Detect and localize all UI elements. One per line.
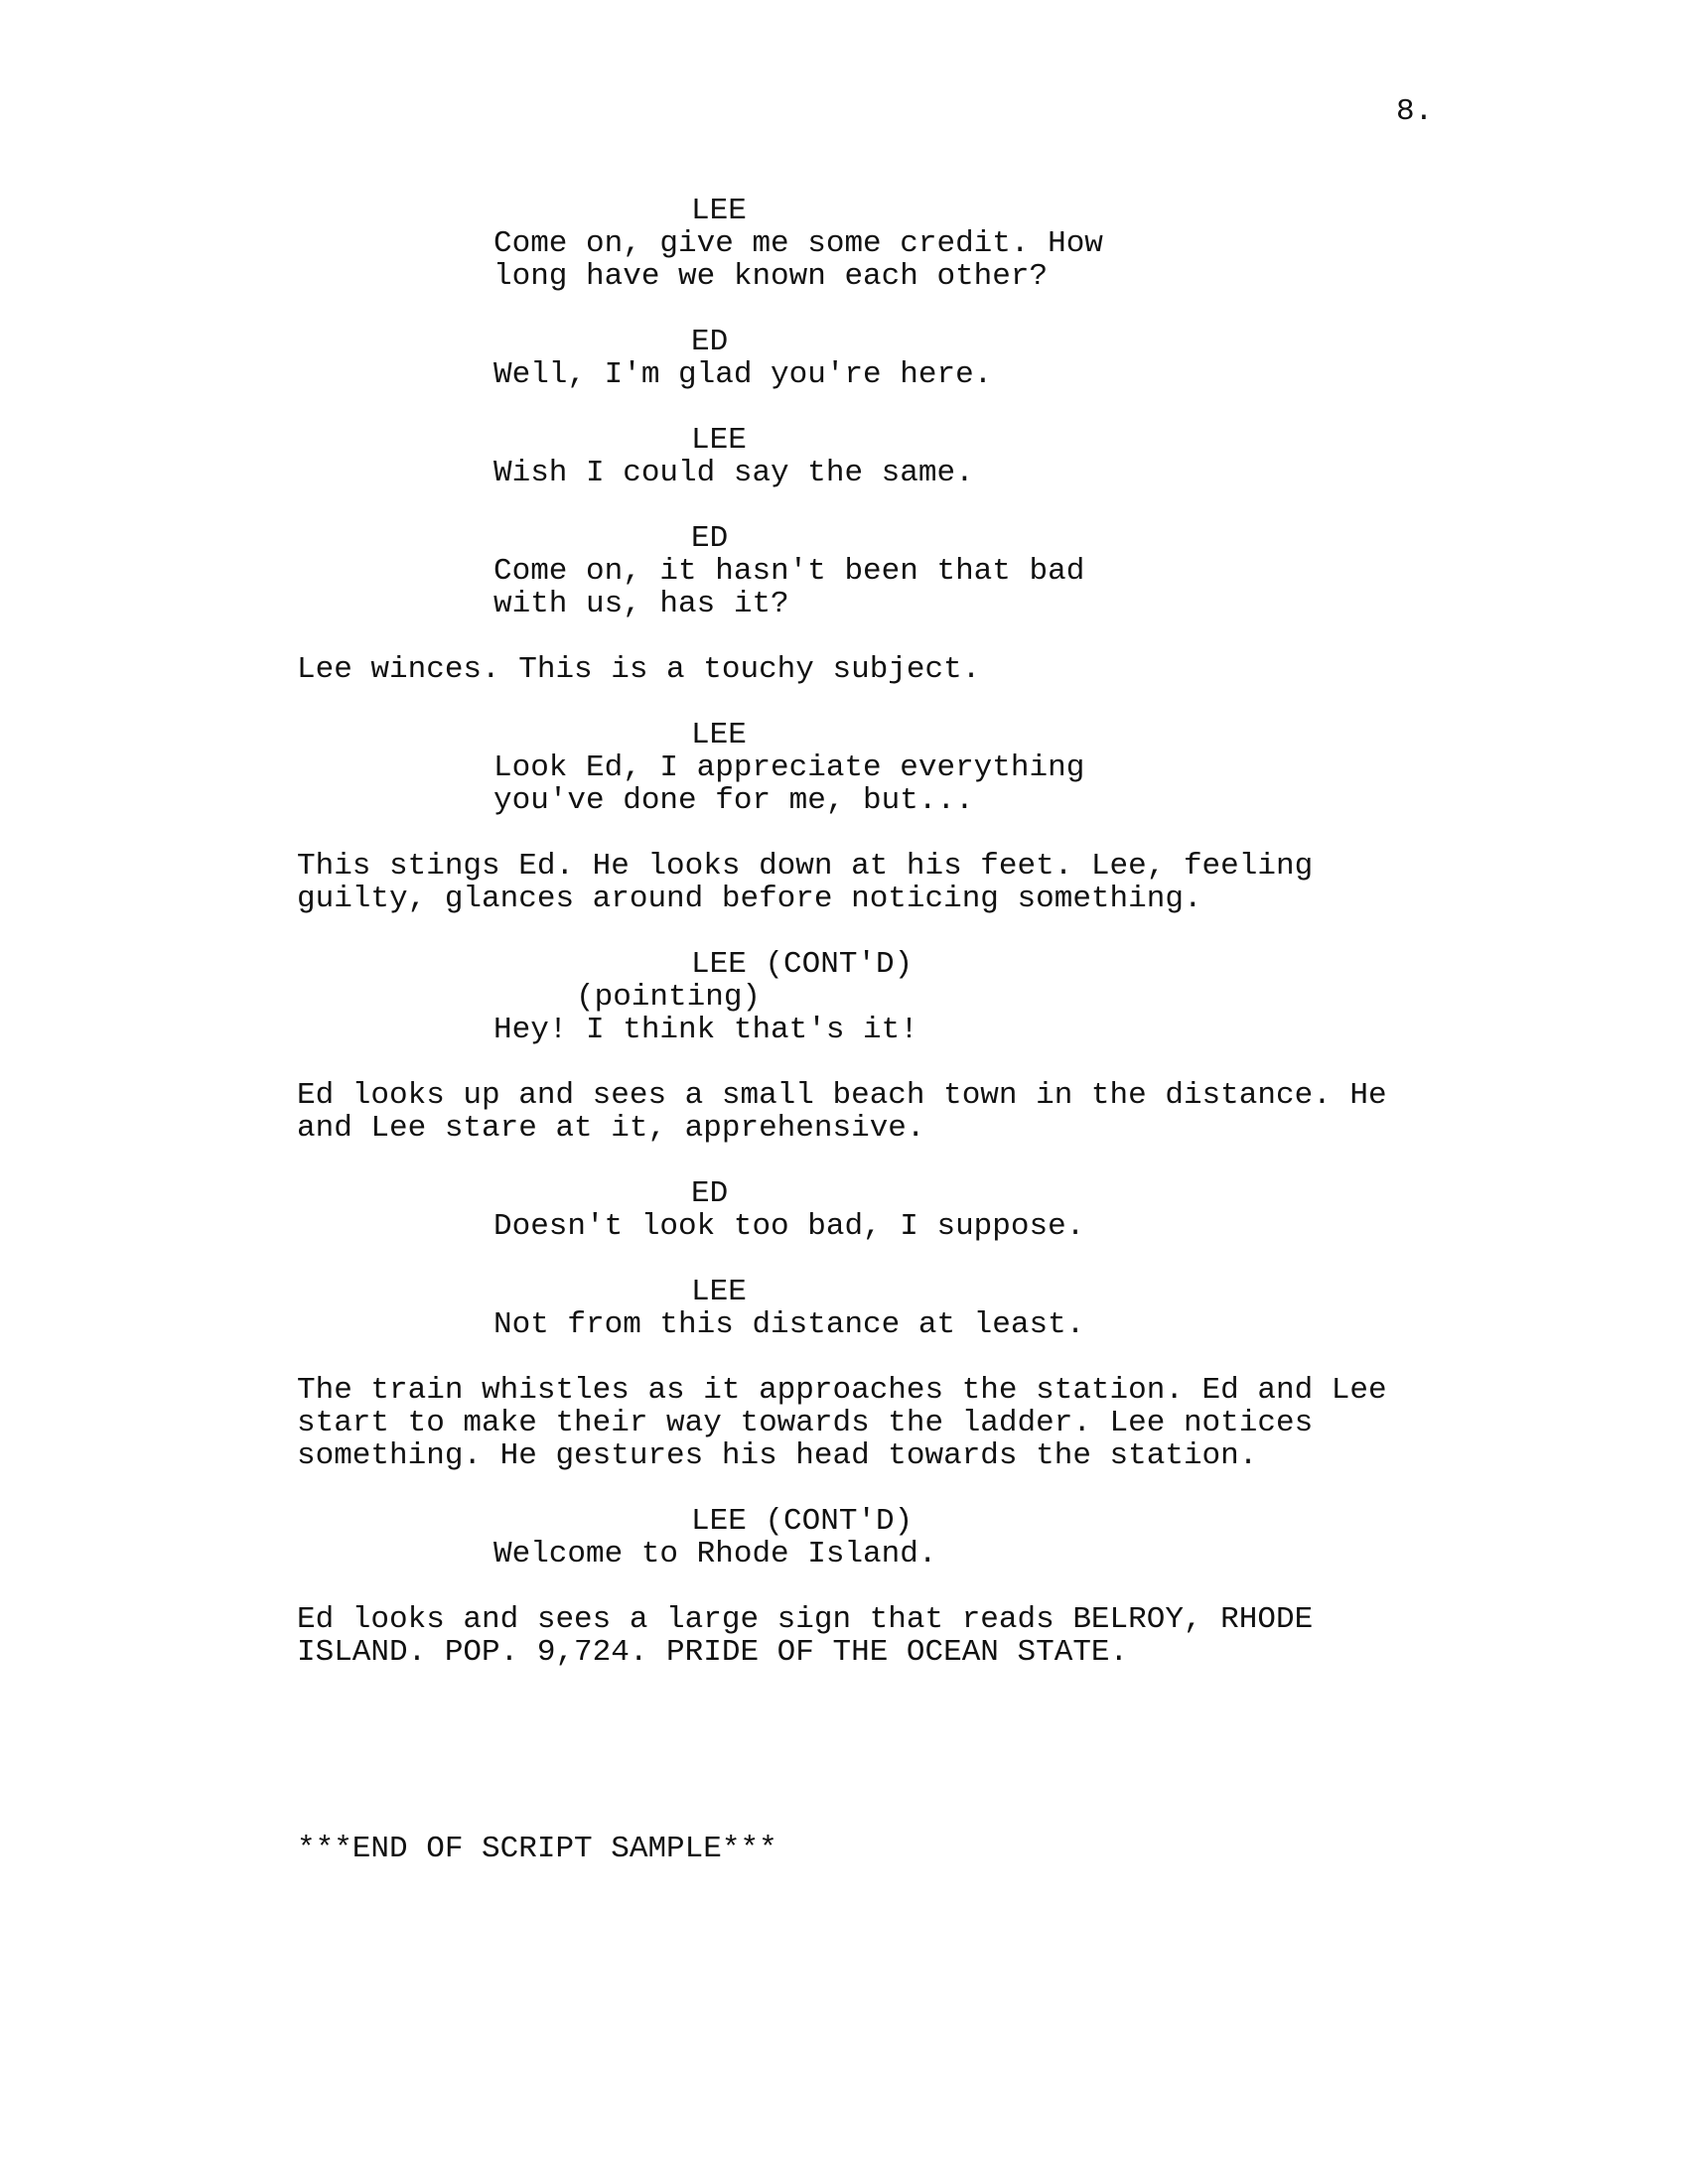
character-name: LEE (691, 1504, 747, 1539)
character-extension: (CONT'D) (765, 1504, 914, 1539)
character-name: LEE (691, 423, 747, 458)
dialogue-line: with us, has it? (493, 587, 789, 621)
dialogue-line: Welcome to Rhode Island. (493, 1537, 937, 1571)
action-line: something. He gestures his head towards the station. (297, 1438, 1258, 1473)
action-line: Ed looks and sees a large sign that reads BELROY, RHODE (297, 1602, 1314, 1637)
character-name: ED (691, 325, 729, 359)
dialogue-line: you've done for me, but... (493, 783, 974, 818)
page-number: 8. (1396, 94, 1434, 129)
dialogue-line: Come on, give me some credit. How (493, 226, 1103, 261)
action-line: Lee winces. This is a touchy subject. (297, 652, 981, 687)
dialogue-line: Look Ed, I appreciate everything (493, 751, 1085, 785)
parenthetical: (pointing) (576, 980, 762, 1015)
character-name: ED (691, 1176, 729, 1211)
character-name: LEE (691, 1275, 747, 1309)
dialogue-line: Hey! I think that's it! (493, 1013, 918, 1047)
action-line: Ed looks up and sees a small beach town in the distance. He (297, 1078, 1387, 1113)
character-name: LEE (691, 194, 747, 228)
action-line: This stings Ed. He looks down at his feet. Lee, feeling (297, 849, 1314, 884)
dialogue-line: Well, I'm glad you're here. (493, 357, 993, 392)
character-extension: (CONT'D) (765, 947, 914, 982)
character-cue (691, 1505, 913, 1538)
character-name: LEE (691, 947, 747, 982)
action-line: ISLAND. POP. 9,724. PRIDE OF THE OCEAN STATE. (297, 1635, 1129, 1670)
character-cue (691, 948, 913, 981)
action-line: start to make their way towards the ladder. Lee notices (297, 1406, 1314, 1440)
character-name: ED (691, 521, 729, 556)
dialogue-line: Doesn't look too bad, I suppose. (493, 1209, 1085, 1244)
action-line: The train whistles as it approaches the station. Ed and Lee (297, 1373, 1387, 1408)
dialogue-line: long have we known each other? (493, 259, 1049, 294)
action-line: and Lee stare at it, apprehensive. (297, 1111, 925, 1146)
dialogue-line: Come on, it hasn't been that bad (493, 554, 1085, 589)
action-line: guilty, glances around before noticing something. (297, 882, 1202, 916)
dialogue-line: Wish I could say the same. (493, 456, 974, 490)
dialogue-line: Not from this distance at least. (493, 1307, 1085, 1342)
character-name: LEE (691, 718, 747, 752)
end-of-script-marker: ***END OF SCRIPT SAMPLE*** (297, 1832, 777, 1866)
